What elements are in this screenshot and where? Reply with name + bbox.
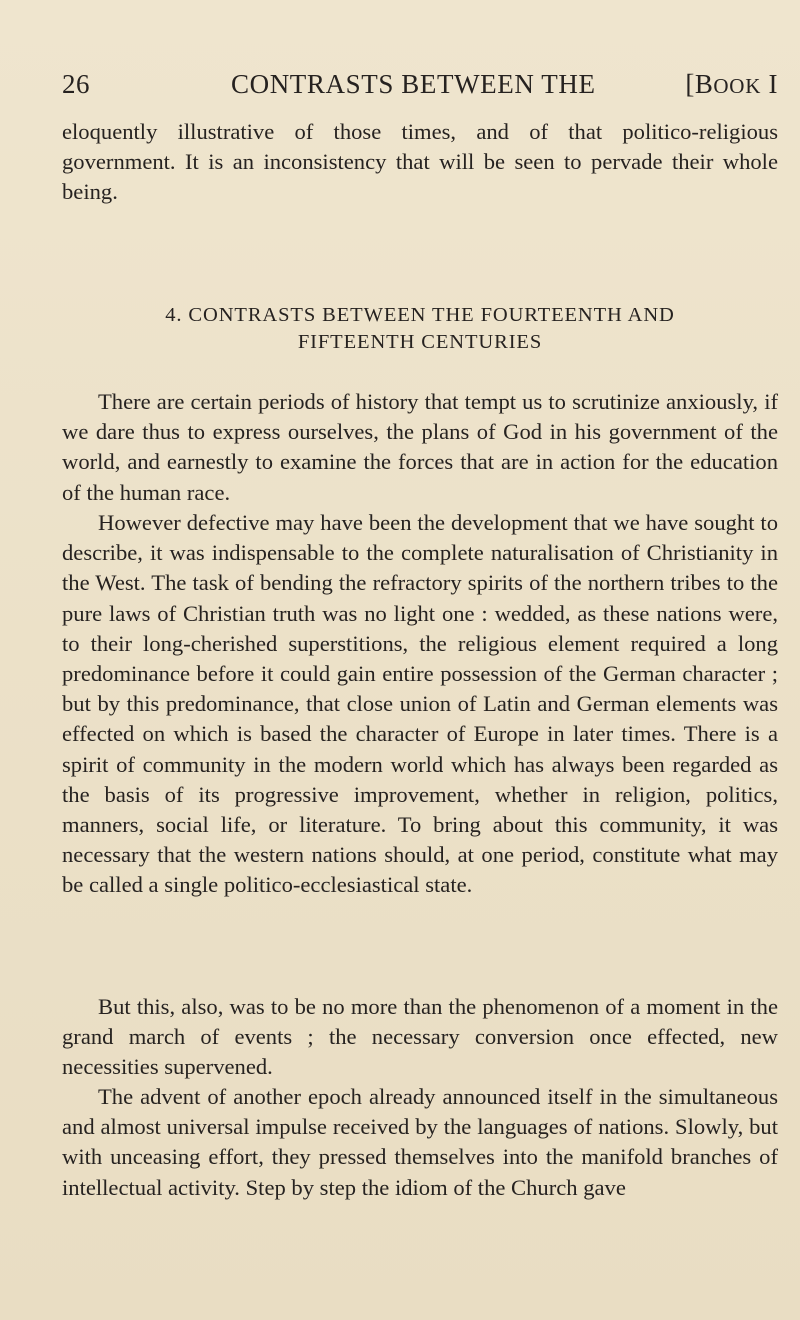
running-head [62,64,778,104]
book-indicator [685,64,778,106]
paragraph-4: The advent of another epoch already announced itself in the simultaneous and almost universal impulse received by the languages of nations. Slowly, but with unceasing effort, they pressed themselves into the manifold branches of intellectual activity. Step by step the idiom of the Church gave [62,1084,778,1200]
paragraph-2: However defective may have been the development that we have sought to describe, it was indispensable to the complete naturalisation of Christianity in the West. The task of bending the refractory spirits of the northern tribes to the pure laws of Christian truth was no light one : wedded, as these nations were, to their long-cherished superstitions, the religious element required a long predominance before it could gain entire possession of the German character ; but by this predominance, that close union of Latin and German elements was effected on which is based the character of Europe in later times. There is a spirit of community in the modern world which has always been regarded as the basis of its progressive improvement, whether in religion, politics, manners, social life, or literature. To bring about this community, it was necessary that the western nations should, at one period, constitute what may be called a single politico-ecclesiastical state. [62,510,778,898]
paragraph-3: But this, also, was to be no more than the phenomenon of a moment in the grand march of events ; the necessary conversion once effected, new necessities supervened. [62,994,778,1080]
paragraph-1: There are certain periods of history that tempt us to scrutinize anxiously, if we dare thus to express ourselves, the plans of God in his government of the world, and earnestly to examine the forces that are in action for the education of the human race. [62,389,778,505]
running-title: CONTRASTS BETWEEN THE [231,69,596,99]
continued-paragraph: eloquently illustrative of those times, and of that politico-religious government. It is an inconsistency that will be seen to pervade their whole being. [62,119,778,205]
page-number: 26 [62,69,90,99]
book-number: I [768,69,778,99]
book-open: [B [685,69,714,99]
section-heading-line-1: 4. CONTRASTS BETWEEN THE FOURTEENTH AND [165,304,675,326]
book-label: OOK [713,74,762,98]
section-heading [62,302,778,355]
section-heading-line-2: FIFTEENTH CENTURIES [297,330,543,353]
